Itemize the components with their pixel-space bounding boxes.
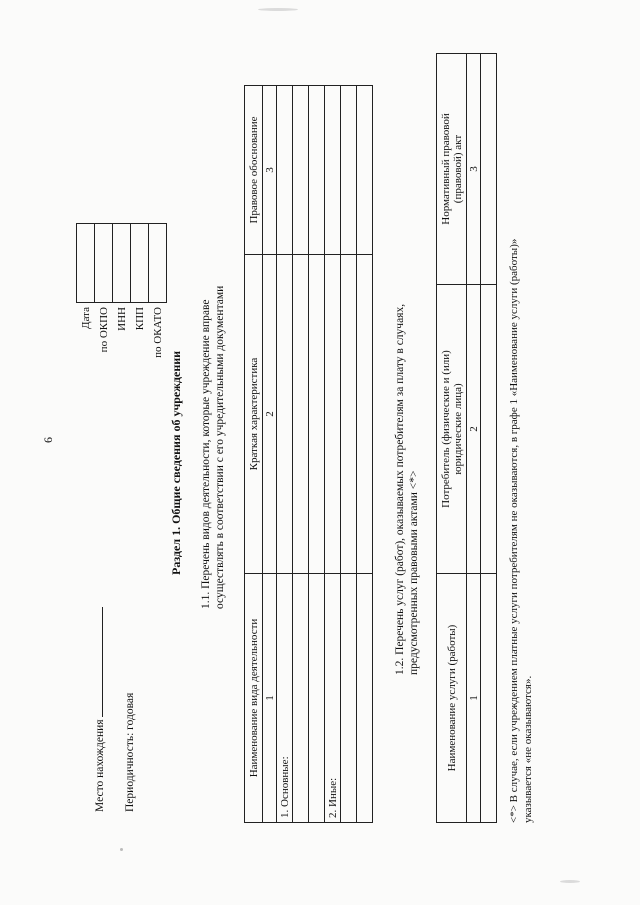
- col-header-description: Краткая характеристика: [245, 255, 263, 574]
- col-number-3: 3: [467, 54, 481, 285]
- code-box-okato: [149, 224, 167, 303]
- code-box-inn: [113, 224, 131, 303]
- col-header-consumer: Потребитель (физические и (или) юридические лица): [437, 285, 467, 574]
- s12-title-line1: 1.2. Перечень услуг (работ), оказываемых потребителям за плату в случаях,: [394, 303, 406, 675]
- code-box-okpo: [95, 224, 113, 303]
- location-label: Место нахождения: [92, 607, 107, 812]
- s12-title-line2: предусмотренных правовыми актами <*>: [408, 470, 420, 675]
- footnote-line2: указывается «не оказываются».: [522, 675, 534, 823]
- code-label-okpo: по ОКПО: [95, 303, 113, 374]
- page-number: 6: [41, 437, 55, 443]
- col-number-3: 3: [263, 86, 277, 255]
- col-header-service: Наименование услуги (работы): [437, 574, 467, 823]
- col-number-2: 2: [263, 255, 277, 574]
- code-label-date: Дата: [77, 303, 95, 374]
- col-number-1: 1: [467, 574, 481, 823]
- codes-table: [76, 223, 167, 373]
- col-header-activity: Наименование вида деятельности: [245, 574, 263, 823]
- section-title: Раздел 1. Общие сведения об учреждении: [169, 350, 183, 575]
- code-box-kpp: [131, 224, 149, 303]
- footnote-line1: <*> В случае, если учреждением платные услуги потребителям не оказываются, в графе 1 «Наименование услуги (работы)»: [508, 238, 520, 823]
- col-number-1: 1: [263, 574, 277, 823]
- s11-title-line1: 1.1. Перечень видов деятельности, которые учреждение вправе: [200, 299, 212, 609]
- code-label-okato: по ОКАТО: [149, 303, 167, 374]
- code-label-kpp: КПП: [131, 303, 149, 374]
- col-header-act: Нормативный правовой (правовой) акт: [437, 54, 467, 285]
- services-table: [436, 53, 497, 823]
- s11-title-line2: осуществлять в соответствии с его учредительными документами: [214, 285, 226, 609]
- row-other-label: 2. Иные:: [325, 574, 341, 823]
- code-label-inn: ИНН: [113, 303, 131, 374]
- code-box-date: [77, 224, 95, 303]
- row-main-label: 1. Основные:: [277, 574, 293, 823]
- periodicity-label: Периодичность: годовая: [124, 692, 136, 812]
- col-header-legal: Правовое обоснование: [245, 86, 263, 255]
- col-number-2: 2: [467, 285, 481, 574]
- activities-table: [244, 85, 373, 823]
